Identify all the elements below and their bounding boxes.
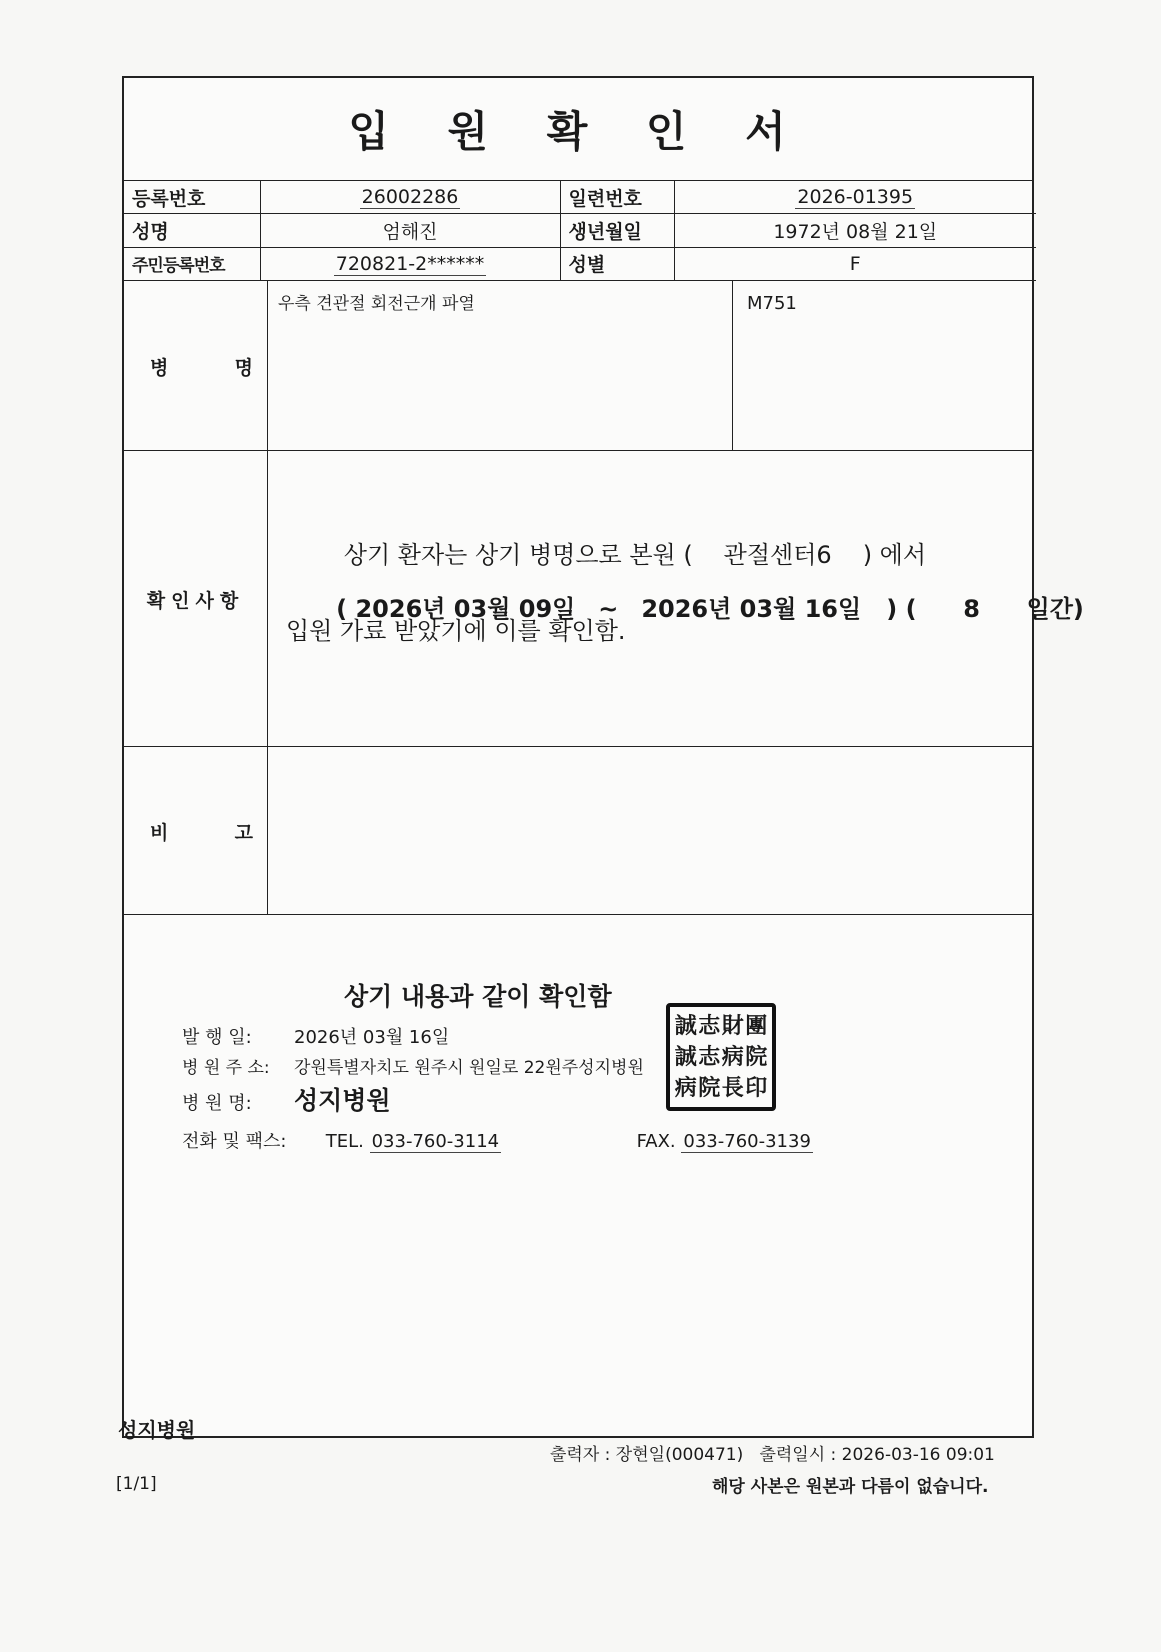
issue-date: 2026년 03월 16일 <box>294 1027 450 1048</box>
rrn-label: 주민등록번호 <box>124 247 260 280</box>
seal-glyph: 院 <box>698 1074 721 1101</box>
mid-paren: ) ( <box>886 595 917 623</box>
confirmation-label: 확인사항 <box>146 589 245 612</box>
remarks-label-b: 고 <box>234 821 253 844</box>
reg-no-value: 26002286 <box>361 186 459 209</box>
official-seal <box>666 1003 776 1111</box>
tel-prefix: TEL. <box>325 1131 364 1152</box>
dob-label: 생년월일 <box>560 214 674 247</box>
address-label: 병 원 주 소: <box>182 1058 270 1078</box>
rrn-value: 720821-2****** <box>335 252 485 275</box>
seal-glyph: 財 <box>721 1013 744 1040</box>
seal-glyph: 院 <box>745 1043 768 1070</box>
phone-label: 전화 및 팩스: <box>182 1131 287 1152</box>
printed-by: 출력자 : 장현일(000471) <box>550 1445 744 1465</box>
name-value: 엄해진 <box>260 214 560 247</box>
patient-info-table <box>124 180 1032 281</box>
page-footer-hospital: 성지병원 <box>118 1418 196 1442</box>
issue-date-label: 발 행 일: <box>182 1027 252 1048</box>
tel-number: 033-760-3114 <box>371 1131 500 1152</box>
seal-glyph: 病 <box>674 1074 697 1101</box>
confirmation-section <box>124 450 1084 747</box>
issuer-block <box>124 914 1032 1441</box>
sex-label: 성별 <box>560 247 674 280</box>
date-tilde: ~ <box>598 595 619 623</box>
reg-no-label: 등록번호 <box>124 181 260 214</box>
diagnosis-code: M751 <box>747 293 797 314</box>
confirmation-line1-post: ) 에서 <box>862 541 927 569</box>
seal-glyph: 誠 <box>674 1013 697 1040</box>
hospital-name: 성지병원 <box>294 1086 391 1115</box>
diagnosis-label-a: 병 <box>150 356 169 379</box>
end-date: 2026년 03월 16일 <box>641 595 862 623</box>
department: 관절센터6 <box>723 541 832 569</box>
diagnosis-text: 우측 견관절 회전근개 파열 <box>278 294 475 314</box>
seal-glyph: 誠 <box>674 1043 697 1070</box>
days-suffix: 일간) <box>1026 595 1084 623</box>
sex-value: F <box>674 247 1036 280</box>
name-label: 성명 <box>124 214 260 247</box>
confirm-title: 상기 내용과 같이 확인함 <box>344 982 612 1011</box>
diagnosis-section <box>124 280 1032 451</box>
hospital-label: 병 원 명: <box>182 1093 252 1114</box>
confirmation-line3: 입원 가료 받았기에 이를 확인함. <box>286 617 626 645</box>
seal-glyph: 病 <box>721 1043 744 1070</box>
remarks-label-a: 비 <box>150 821 169 844</box>
page-number: [1/1] <box>116 1474 157 1494</box>
days-count: 8 <box>963 595 980 623</box>
seal-glyph: 團 <box>745 1013 768 1040</box>
document-title: 입 원 확 인 서 <box>348 107 808 156</box>
seal-glyph: 志 <box>698 1013 721 1040</box>
diagnosis-label-b: 명 <box>234 356 253 379</box>
serial-label: 일련번호 <box>560 181 674 214</box>
serial-value: 2026-01395 <box>797 186 914 209</box>
open-paren: ( <box>336 595 348 623</box>
hospital-address: 강원특별자치도 원주시 원일로 22원주성지병원 <box>294 1058 644 1078</box>
start-date: 2026년 03월 09일 <box>355 595 576 623</box>
dob-value: 1972년 08월 21일 <box>674 214 1036 247</box>
seal-glyph: 印 <box>745 1074 768 1101</box>
fax-number: 033-760-3139 <box>683 1131 811 1152</box>
confirmation-line1-pre: 상기 환자는 상기 병명으로 본원 ( <box>343 541 693 569</box>
remarks-section <box>124 746 1032 915</box>
fax-prefix: FAX. <box>636 1131 676 1152</box>
admission-certificate <box>122 76 1084 1438</box>
seal-glyph: 志 <box>698 1043 721 1070</box>
copy-notice: 해당 사본은 원본과 다름이 없습니다. <box>712 1477 989 1497</box>
printed-at: 출력일시 : 2026-03-16 09:01 <box>759 1445 995 1465</box>
seal-glyph: 長 <box>721 1074 744 1101</box>
